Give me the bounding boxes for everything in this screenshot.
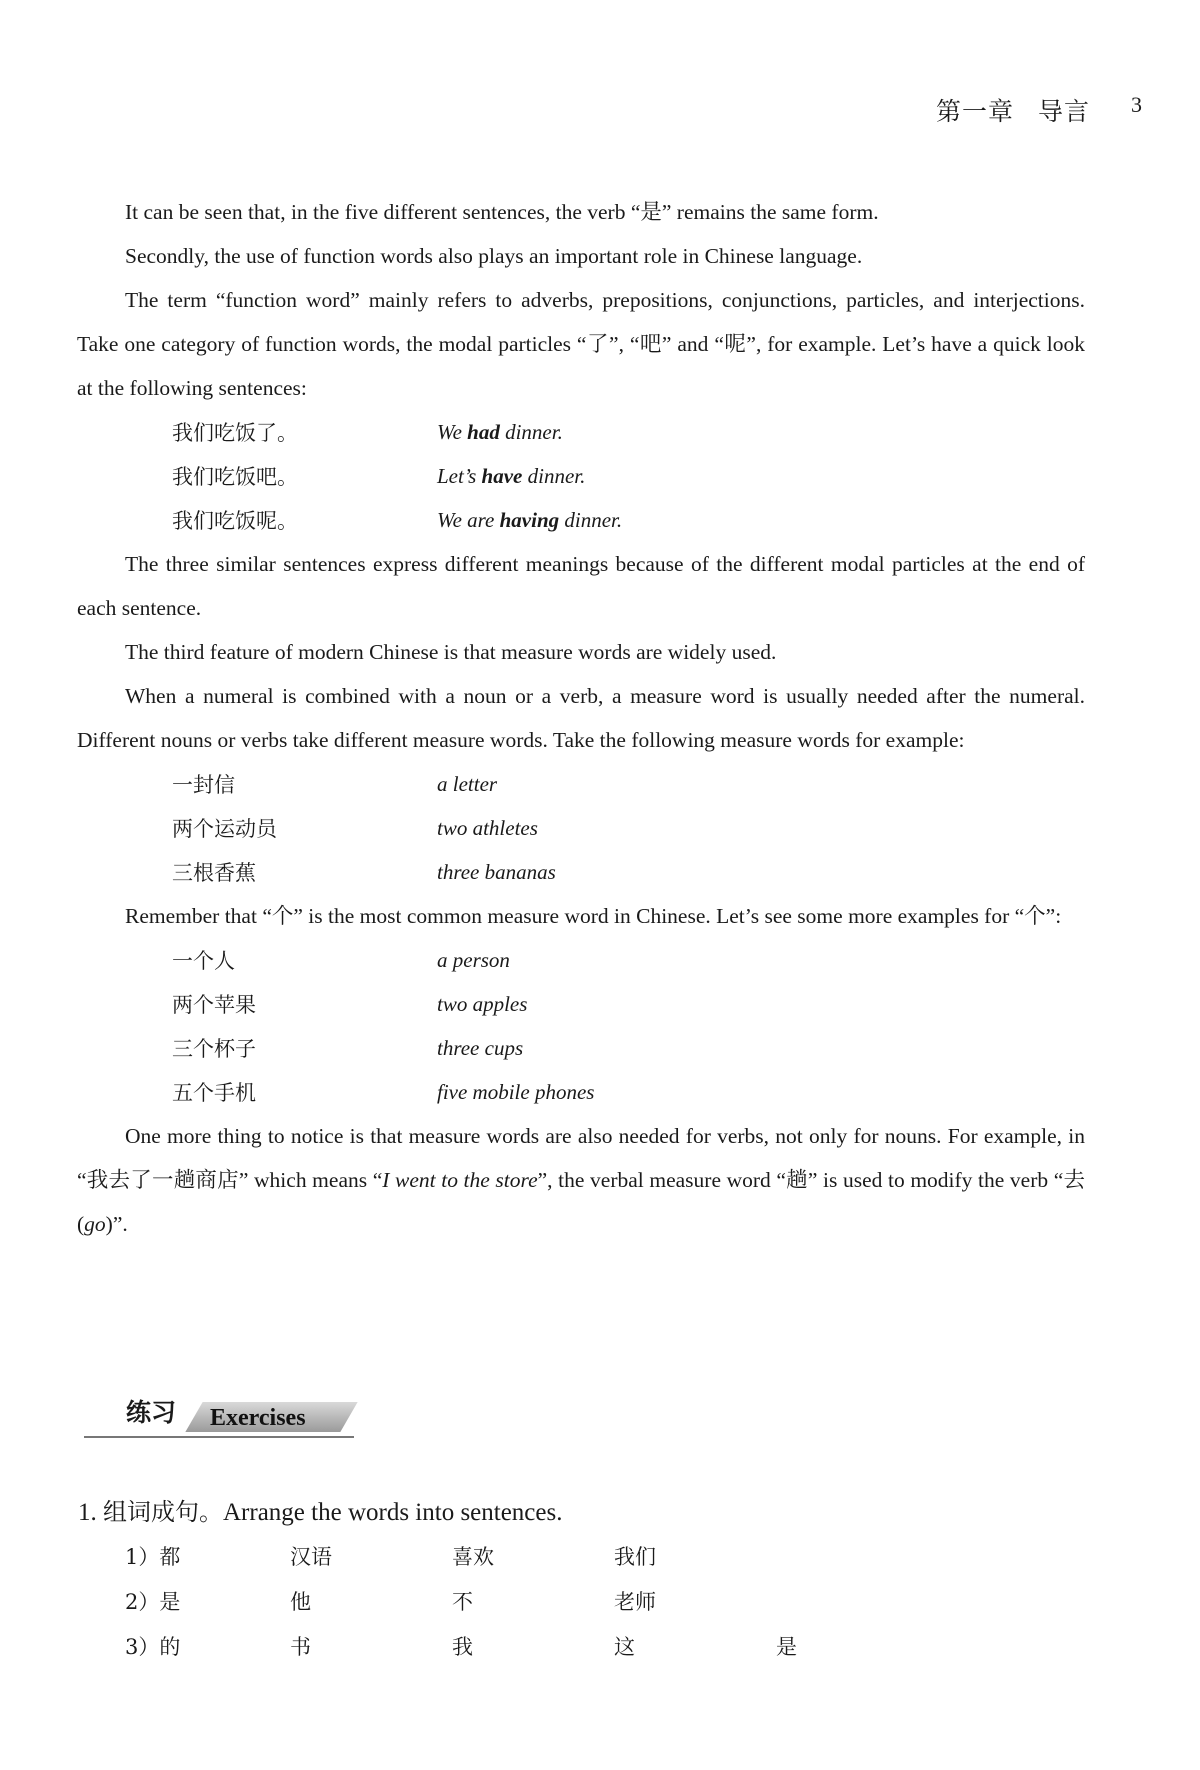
chapter-title: 导言 bbox=[1037, 97, 1090, 126]
word: 不 bbox=[452, 1589, 473, 1614]
row-label: 2）是 bbox=[125, 1589, 181, 1614]
word: 书 bbox=[290, 1634, 311, 1659]
body-text bbox=[77, 190, 1085, 1246]
word: 汉语 bbox=[290, 1544, 332, 1569]
example-row bbox=[77, 1026, 1085, 1070]
paragraph: It can be seen that, in the five different sentences, the verb “是” remains the same form. bbox=[125, 200, 879, 224]
word: 老师 bbox=[614, 1589, 656, 1614]
paragraph: When a numeral is combined with a noun or a verb, a measure word is usually needed after the numeral. Different nouns or verbs take different measure words. Take the following measure words for example: bbox=[77, 684, 1085, 752]
example-row bbox=[77, 410, 1085, 454]
row-label: 3）的 bbox=[125, 1634, 181, 1659]
paragraph: The term “function word” mainly refers to adverbs, prepositions, conjunctions, particles, and interjections. Take one category of function words, the modal particles “了”, “吧” and “呢”, for example. Let’s have a quick look at the following sentences: bbox=[77, 288, 1085, 400]
example-english: five mobile phones bbox=[437, 1079, 595, 1104]
question-instruction-english: Arrange the words into sentences. bbox=[223, 1499, 563, 1526]
example-english: We had dinner. bbox=[437, 419, 563, 444]
example-row bbox=[77, 806, 1085, 850]
exercise-question-1 bbox=[78, 1492, 562, 1527]
example-english: We are having dinner. bbox=[437, 507, 623, 532]
word-row bbox=[125, 1533, 938, 1578]
example-row bbox=[77, 982, 1085, 1026]
modal-particle-examples bbox=[77, 410, 1085, 542]
example-row bbox=[77, 938, 1085, 982]
word: 我们 bbox=[614, 1544, 656, 1569]
example-row bbox=[77, 498, 1085, 542]
example-chinese: 一个人 bbox=[172, 949, 235, 973]
question-number: 1. bbox=[78, 1499, 97, 1526]
word-row bbox=[125, 1578, 938, 1623]
example-row bbox=[77, 1070, 1085, 1114]
exercises-heading bbox=[84, 1393, 364, 1438]
paragraph: Remember that “个” is the most common measure word in Chinese. Let’s see some more examples for “个”: bbox=[125, 904, 1062, 928]
paragraph: Secondly, the use of function words also plays an important role in Chinese language. bbox=[125, 244, 863, 268]
example-english: a person bbox=[437, 947, 510, 972]
word-arrangement-list bbox=[125, 1533, 938, 1668]
ge-examples bbox=[77, 938, 1085, 1114]
page-number: 3 bbox=[1131, 92, 1142, 117]
paragraph: The third feature of modern Chinese is that measure words are widely used. bbox=[125, 640, 777, 664]
example-english: two athletes bbox=[437, 815, 538, 840]
chapter-number: 第一章 bbox=[935, 97, 1014, 126]
example-chinese: 我们吃饭了。 bbox=[172, 421, 298, 445]
example-chinese: 三个杯子 bbox=[172, 1037, 256, 1061]
example-row bbox=[77, 850, 1085, 894]
paragraph: The three similar sentences express different meanings because of the different modal particles at the end of each sentence. bbox=[77, 552, 1085, 620]
example-chinese: 五个手机 bbox=[172, 1081, 256, 1105]
exercises-heading-chinese: 练习 bbox=[126, 1398, 177, 1427]
example-english: three bananas bbox=[437, 859, 556, 884]
word: 他 bbox=[290, 1589, 311, 1614]
example-row bbox=[77, 454, 1085, 498]
heading-underline bbox=[84, 1436, 354, 1438]
example-chinese: 我们吃饭吧。 bbox=[172, 465, 298, 489]
example-chinese: 两个苹果 bbox=[172, 993, 256, 1017]
question-instruction-chinese: 组词成句。 bbox=[103, 1498, 223, 1526]
example-row bbox=[77, 762, 1085, 806]
word: 我 bbox=[452, 1634, 473, 1659]
word-row bbox=[125, 1623, 938, 1668]
example-english: two apples bbox=[437, 991, 528, 1016]
word: 喜欢 bbox=[452, 1544, 494, 1569]
paragraph: One more thing to notice is that measure words are also needed for verbs, not only for nouns. For example, in “我去了一趟商店” which means “I went to the store”, the verbal measure word “趟” is used to modify the verb “去 (go)”. bbox=[77, 1124, 1085, 1236]
running-header bbox=[936, 92, 1090, 128]
example-english: a letter bbox=[437, 771, 498, 796]
example-english: Let’s have dinner. bbox=[437, 463, 586, 488]
row-label: 1）都 bbox=[125, 1544, 181, 1569]
example-chinese: 我们吃饭呢。 bbox=[172, 509, 298, 533]
example-english: three cups bbox=[437, 1035, 524, 1060]
example-chinese: 三根香蕉 bbox=[172, 861, 256, 885]
word: 是 bbox=[776, 1634, 797, 1659]
exercises-heading-english: Exercises bbox=[210, 1405, 306, 1431]
example-chinese: 两个运动员 bbox=[172, 817, 277, 841]
example-chinese: 一封信 bbox=[172, 773, 235, 797]
measure-word-examples bbox=[77, 762, 1085, 894]
word: 这 bbox=[614, 1634, 635, 1659]
